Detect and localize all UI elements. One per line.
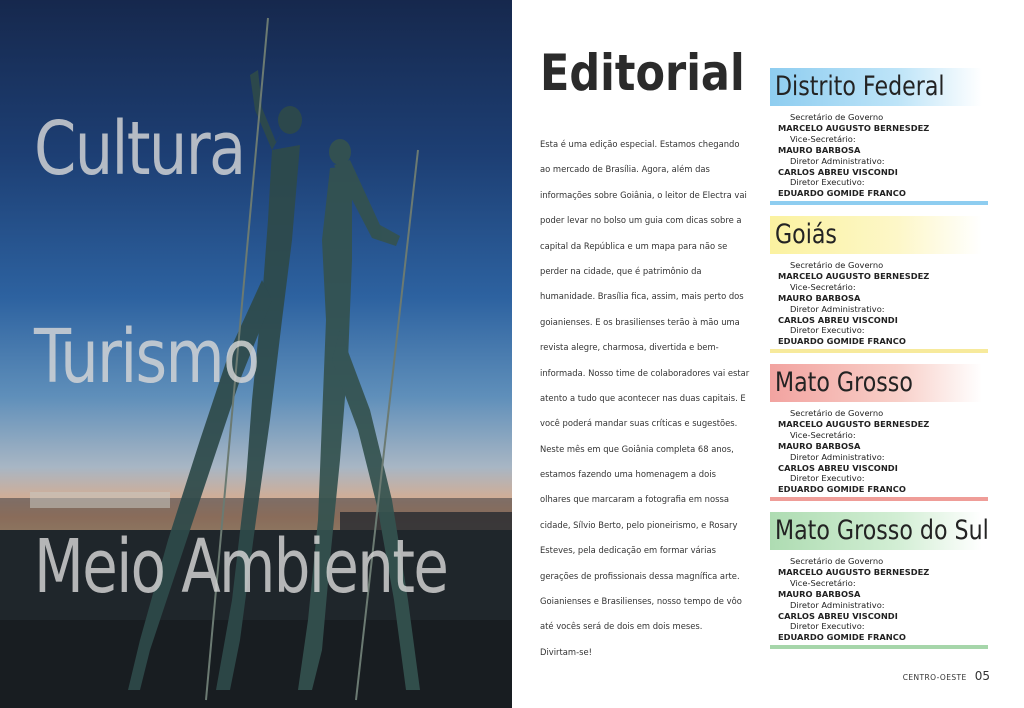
staff-person: MARCELO AUGUSTO BERNESDEZ <box>778 566 930 577</box>
editorial-line: Divirtam-se! <box>540 646 592 657</box>
staff-role: Secretário de Governo <box>790 556 884 566</box>
staff-role: Diretor Administrativo: <box>790 155 885 166</box>
staff-role: Diretor Administrativo: <box>790 451 885 462</box>
region-header-band <box>770 364 982 402</box>
region-mato-grosso-do-sul <box>770 512 988 649</box>
region-divider <box>770 349 988 353</box>
staff-role: Vice-Secretário: <box>790 577 856 588</box>
staff-role: Vice-Secretário: <box>790 133 856 144</box>
editorial-line: Goianienses e Brasilienses, nosso tempo de vôo <box>540 596 742 607</box>
region-divider <box>770 201 988 205</box>
staff-role: Diretor Administrativo: <box>790 599 885 610</box>
editorial-line: estamos fazendo uma homenagem a dois <box>540 469 716 480</box>
staff-role: Diretor Executivo: <box>790 473 865 484</box>
editorial-line: até vocês será de dois em dois meses. <box>540 621 703 632</box>
region-title: Distrito Federal <box>775 71 945 102</box>
region-divider <box>770 645 988 649</box>
staff-person: CARLOS ABREU VISCONDI <box>778 314 898 325</box>
editorial-line: gerações de profissionais dessa magnífica arte. <box>540 570 740 581</box>
region-divider <box>770 497 988 501</box>
region-staff-list <box>770 408 988 495</box>
photo-word-turismo: Turismo <box>34 314 259 400</box>
region-staff-list <box>770 556 988 643</box>
staff-person: MAURO BARBOSA <box>778 292 861 303</box>
region-title: Mato Grosso <box>775 367 913 398</box>
editorial-line: perder na cidade, que é patrimônio da <box>540 265 702 276</box>
editorial-line: atento a tudo que acontecer nas duas capitais. E <box>540 392 746 403</box>
editorial-line: revista alegre, charmosa, divertida e bem- <box>540 342 719 353</box>
region-staff-list <box>770 260 988 347</box>
staff-person: MAURO BARBOSA <box>778 144 861 155</box>
page-footer <box>903 665 990 684</box>
region-title: Goiás <box>775 219 837 250</box>
editorial-line: cidade, Sílvio Berto, pelo pioneirismo, e Rosary <box>540 519 738 530</box>
editorial-line: Neste mês em que Goiânia completa 68 anos, <box>540 443 734 454</box>
editorial-line: informações sobre Goiânia, o leitor de Electra vai <box>540 189 747 200</box>
region-staff-list <box>770 112 988 199</box>
staff-person: MAURO BARBOSA <box>778 440 861 451</box>
staff-role: Secretário de Governo <box>790 260 884 270</box>
staff-role: Diretor Executivo: <box>790 325 865 336</box>
staff-person: CARLOS ABREU VISCONDI <box>778 610 898 621</box>
staff-role: Diretor Executivo: <box>790 177 865 188</box>
staff-role: Vice-Secretário: <box>790 281 856 292</box>
footer-section-label: CENTRO-OESTE <box>902 673 967 682</box>
editorial-line: poder levar no bolso um guia com dicas sobre a <box>540 215 742 226</box>
staff-person: CARLOS ABREU VISCONDI <box>778 462 898 473</box>
staff-person: EDUARDO GOMIDE FRANCO <box>778 632 906 643</box>
region-header-band <box>770 68 982 106</box>
region-header-band <box>770 216 982 254</box>
region-goias <box>770 216 988 353</box>
photo-word-meio-ambiente: Meio Ambiente <box>34 524 448 610</box>
editorial-body <box>540 132 750 665</box>
staff-role: Vice-Secretário: <box>790 429 856 440</box>
staff-person: EDUARDO GOMIDE FRANCO <box>778 484 906 495</box>
staff-role: Secretário de Governo <box>790 408 884 418</box>
page-number: 05 <box>974 669 990 683</box>
staff-person: CARLOS ABREU VISCONDI <box>778 166 898 177</box>
editorial-line: você poderá mandar suas críticas e sugestões. <box>540 418 738 429</box>
staff-role: Diretor Administrativo: <box>790 303 885 314</box>
staff-role: Secretário de Governo <box>790 112 884 122</box>
staff-person: MARCELO AUGUSTO BERNESDEZ <box>778 270 930 281</box>
editorial-line: capital da República e um mapa para não se <box>540 240 728 251</box>
photo-word-cultura: Cultura <box>34 106 245 192</box>
region-title: Mato Grosso do Sul <box>775 515 989 546</box>
staff-person: MARCELO AUGUSTO BERNESDEZ <box>778 418 930 429</box>
editorial-line: goianienses. E os brasilienses terão à mão uma <box>540 316 740 327</box>
staff-role: Diretor Executivo: <box>790 621 865 632</box>
region-distrito-federal <box>770 68 988 205</box>
editorial-title: Editorial <box>540 44 745 102</box>
editorial-line: humanidade. Brasília fica, assim, mais perto dos <box>540 291 744 302</box>
editorial-line: ao mercado de Brasília. Agora, além das <box>540 164 710 175</box>
editorial-line: olhares que marcaram a fotografia em nossa <box>540 494 729 505</box>
region-mato-grosso <box>770 364 988 501</box>
staff-person: EDUARDO GOMIDE FRANCO <box>778 188 906 199</box>
staff-person: MAURO BARBOSA <box>778 588 861 599</box>
region-header-band <box>770 512 989 550</box>
editorial-line: informada. Nosso time de colaboradores vai estar <box>540 367 750 378</box>
staff-person: EDUARDO GOMIDE FRANCO <box>778 336 906 347</box>
staff-person: MARCELO AUGUSTO BERNESDEZ <box>778 122 930 133</box>
editorial-line: Esteves, pela dedicação em formar várias <box>540 545 716 556</box>
editorial-line: Esta é uma edição especial. Estamos chegando <box>540 139 740 149</box>
